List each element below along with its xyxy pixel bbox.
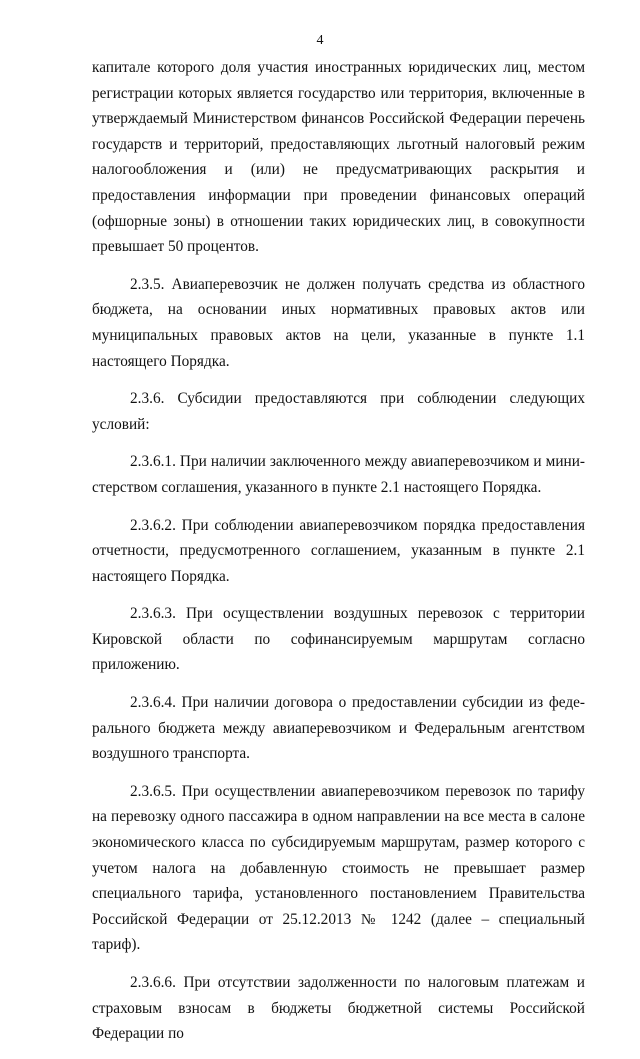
page-number: 4	[316, 33, 324, 48]
paragraph-2-3-6-5: 2.3.6.5. При осуществлении авиаперевозчиком перевозок по тарифу на перевозку одного пассажира в одном направлении на все места в салоне экономического класса по субсидируемым маршрутам, размер которого с учетом налога на добавленную стоимость не превышает размер специального тарифа, установленного постановлением Правительства Российской Федерации от 25.12.2013 № 1242 (далее – специальный тариф).	[92, 782, 585, 954]
paragraph-2-3-6-4: 2.3.6.4. При наличии договора о предоставлении субсидии из федерального бюджета между авиаперевозчиком и Федеральным агентством воздушного транспорта.	[92, 694, 585, 763]
paragraph-2-3-6-6: 2.3.6.6. При отсутствии задолженности по налоговым платежам и страховым взносам в бюджеты бюджетной системы Российской Федерации по	[92, 974, 585, 1043]
paragraph-2-3-6-1: 2.3.6.1. При наличии заключенного между авиаперевозчиком и министерством соглашения, указанного в пункте 2.1 настоящего Порядка.	[92, 453, 585, 496]
paragraph-2-3-6-3: 2.3.6.3. При осуществлении воздушных перевозок с территории Кировской области по софинансируемым маршрутам согласно приложению.	[92, 605, 585, 674]
paragraph-continuation: капитале которого доля участия иностранных юридических лиц, местом регистрации которых является государство или территория, включенные в утверждаемый Министерством финансов Российской Федерации перечень государств и территорий, предоставляющих льготный налоговый режим налогообложения и (или) не предусматривающих раскрытия и предоставления информации при проведении финансовых операций (офшорные зоны) в отношении таких юридических лиц, в совокупности превышает 50 процентов.	[92, 59, 585, 256]
paragraph-2-3-6-2: 2.3.6.2. При соблюдении авиаперевозчиком порядка предоставления отчетности, предусмотренного соглашением, указанным в пункте 2.1 настоящего Порядка.	[92, 516, 585, 585]
paragraph-2-3-6: 2.3.6. Субсидии предоставляются при соблюдении следующих условий:	[92, 390, 585, 433]
paragraph-2-3-5: 2.3.5. Авиаперевозчик не должен получать средства из областного бюджета, на основании иных нормативных правовых актов или муниципальных правовых актов на цели, указанные в пункте 1.1 настоящего Порядка.	[92, 275, 585, 370]
document-body	[92, 55, 585, 1059]
